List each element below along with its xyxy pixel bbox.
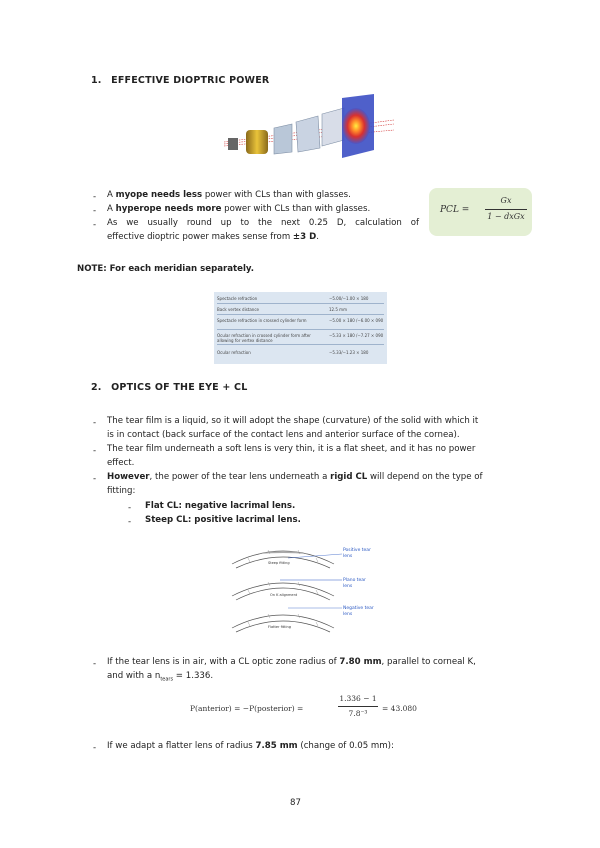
equation-numerator: 1.336 − 1 xyxy=(339,694,377,703)
bullet-dash: - xyxy=(93,659,97,669)
table-cell-label: Spectacle refraction in crossed cylinder form xyxy=(217,318,307,323)
bullet-tear-film-liquid xyxy=(107,414,527,442)
table-cell-value: −5.00 × 180 /−6.00 × 090 xyxy=(329,318,384,323)
bullet-line: The tear film underneath a soft lens is very thin, it is a flat sheet, and it has no power xyxy=(107,444,476,454)
formula-fraction-line xyxy=(485,209,527,210)
bullet-dash: - xyxy=(93,220,97,230)
bullet-text: . xyxy=(316,232,319,242)
section-2-number: 2. xyxy=(91,382,102,393)
bullet-line: fitting: xyxy=(107,486,136,496)
bullet-text: = 1.336. xyxy=(173,671,214,681)
subbullet-dash: - xyxy=(128,517,132,527)
bullet-bold: However xyxy=(107,472,150,482)
subbullet-steep: Steep CL: positive lacrimal lens. xyxy=(145,515,301,525)
bullet-dash: - xyxy=(93,206,97,216)
table-row xyxy=(217,305,384,315)
pcl-formula-box xyxy=(429,188,532,236)
bullet-subscript: tears xyxy=(160,676,174,683)
page-number: 87 xyxy=(290,798,301,808)
formula-numerator: Gx xyxy=(500,196,512,205)
section-1-title: EFFECTIVE DIOPTRIC POWER xyxy=(111,75,270,86)
note-text: NOTE: For each meridian separately. xyxy=(77,264,255,274)
bullet-text: , the power of the tear lens underneath a xyxy=(149,472,331,482)
bullet-bold: myope needs less xyxy=(115,190,203,200)
caption-plano: Plano tear lens xyxy=(343,578,366,589)
formula-denominator: 1 − dxGx xyxy=(487,212,525,221)
bullet-bold: 7.80 mm xyxy=(339,657,382,667)
bullet-bold: ±3 D xyxy=(292,232,317,242)
bullet-text: power with CLs than with glasses. xyxy=(221,204,371,214)
bullet-bold: 7.85 mm xyxy=(255,741,298,751)
caption-positive: Positive tear lens xyxy=(343,548,371,559)
bullet-myope xyxy=(107,188,351,202)
bullet-dash: - xyxy=(93,192,97,202)
bullet-tear-lens-air xyxy=(107,655,527,687)
bullet-line: As we usually round up to the next 0.25 D, calculation of xyxy=(107,218,419,228)
bullet-bold: hyperope needs more xyxy=(115,204,222,214)
figure-label-flat: Flatter fitting xyxy=(268,625,291,629)
bullet-text: (change of 0.05 mm): xyxy=(297,741,394,751)
bullet-text: effective dioptric power makes sense from xyxy=(107,232,293,242)
caption-negative: Negative tear lens xyxy=(343,606,374,617)
bullet-flatter-lens xyxy=(107,739,394,753)
bullet-text: A xyxy=(107,204,116,214)
table-row xyxy=(217,348,384,357)
bullet-rounding xyxy=(107,216,419,244)
bullet-dash: - xyxy=(93,418,97,428)
table-cell-value: −5.33 × 180 /−7.27 × 090 xyxy=(329,333,384,338)
equation-fraction-line xyxy=(338,706,378,707)
bullet-line: effect. xyxy=(107,458,135,468)
table-row xyxy=(217,331,384,345)
table-cell-value: −5.33/−1.23 × 180 xyxy=(329,350,369,355)
bullet-dash: - xyxy=(93,446,97,456)
bullet-line: is in contact (back surface of the contact lens and anterior surface of the cornea). xyxy=(107,430,460,440)
bullet-rigid-cl xyxy=(107,470,527,498)
bullet-text: , parallel to corneal K, xyxy=(381,657,476,667)
formula-lhs: PCL = xyxy=(440,205,470,215)
table-cell-label: Spectacle refraction xyxy=(217,296,258,301)
bullet-text: If we adapt a flatter lens of radius xyxy=(107,741,256,751)
bullet-dash: - xyxy=(93,743,97,753)
equation-denominator: 7.8⁻³ xyxy=(348,709,368,718)
tear-lens-equation xyxy=(190,692,430,722)
bullet-line xyxy=(107,655,527,669)
bullet-soft-lens xyxy=(107,442,527,470)
section-2-title: OPTICS OF THE EYE + CL xyxy=(111,382,248,393)
bullet-text: power with CLs than with glasses. xyxy=(202,190,351,200)
bullet-line xyxy=(107,470,527,484)
bullet-text: A xyxy=(107,190,116,200)
subbullet-dash: - xyxy=(128,503,132,513)
section-1-number: 1. xyxy=(91,75,102,86)
table-cell-label: Ocular refraction xyxy=(217,350,251,355)
bullet-dash: - xyxy=(93,474,97,484)
section-2-heading xyxy=(91,382,247,393)
optical-system-illustration xyxy=(224,94,394,164)
bullet-line xyxy=(107,230,419,244)
bullet-hyperope xyxy=(107,202,370,216)
table-cell-value: 12.5 mm xyxy=(329,307,347,312)
table-cell-label: Back vertex distance xyxy=(217,307,260,312)
bullet-text: will depend on the type of xyxy=(367,472,483,482)
figure-label-steep: Steep fitting xyxy=(268,561,290,565)
bullet-line xyxy=(107,669,527,687)
bullet-bold: rigid CL xyxy=(330,472,368,482)
equation-lhs: P(anterior) = −P(posterior) = xyxy=(190,704,304,713)
figure-label-kfit: On K alignment xyxy=(270,593,298,597)
tear-lens-leader-lines xyxy=(280,550,344,612)
bullet-text: and with a n xyxy=(107,671,161,681)
table-cell-value: −5.00/−1.00 × 180 xyxy=(329,296,369,301)
table-row xyxy=(217,294,384,304)
subbullet-flat: Flat CL: negative lacrimal lens. xyxy=(145,501,296,511)
section-1-heading xyxy=(91,75,269,86)
bullet-text: If the tear lens is in air, with a CL optic zone radius of xyxy=(107,657,340,667)
table-cell-label: Ocular refraction in crossed cylinder form after allowing for vertex distance xyxy=(217,333,311,343)
refraction-table xyxy=(214,292,387,364)
table-row xyxy=(217,316,384,330)
bullet-line: The tear film is a liquid, so it will adopt the shape (curvature) of the solid with which it xyxy=(107,416,479,426)
equation-result: = 43.080 xyxy=(382,704,417,713)
